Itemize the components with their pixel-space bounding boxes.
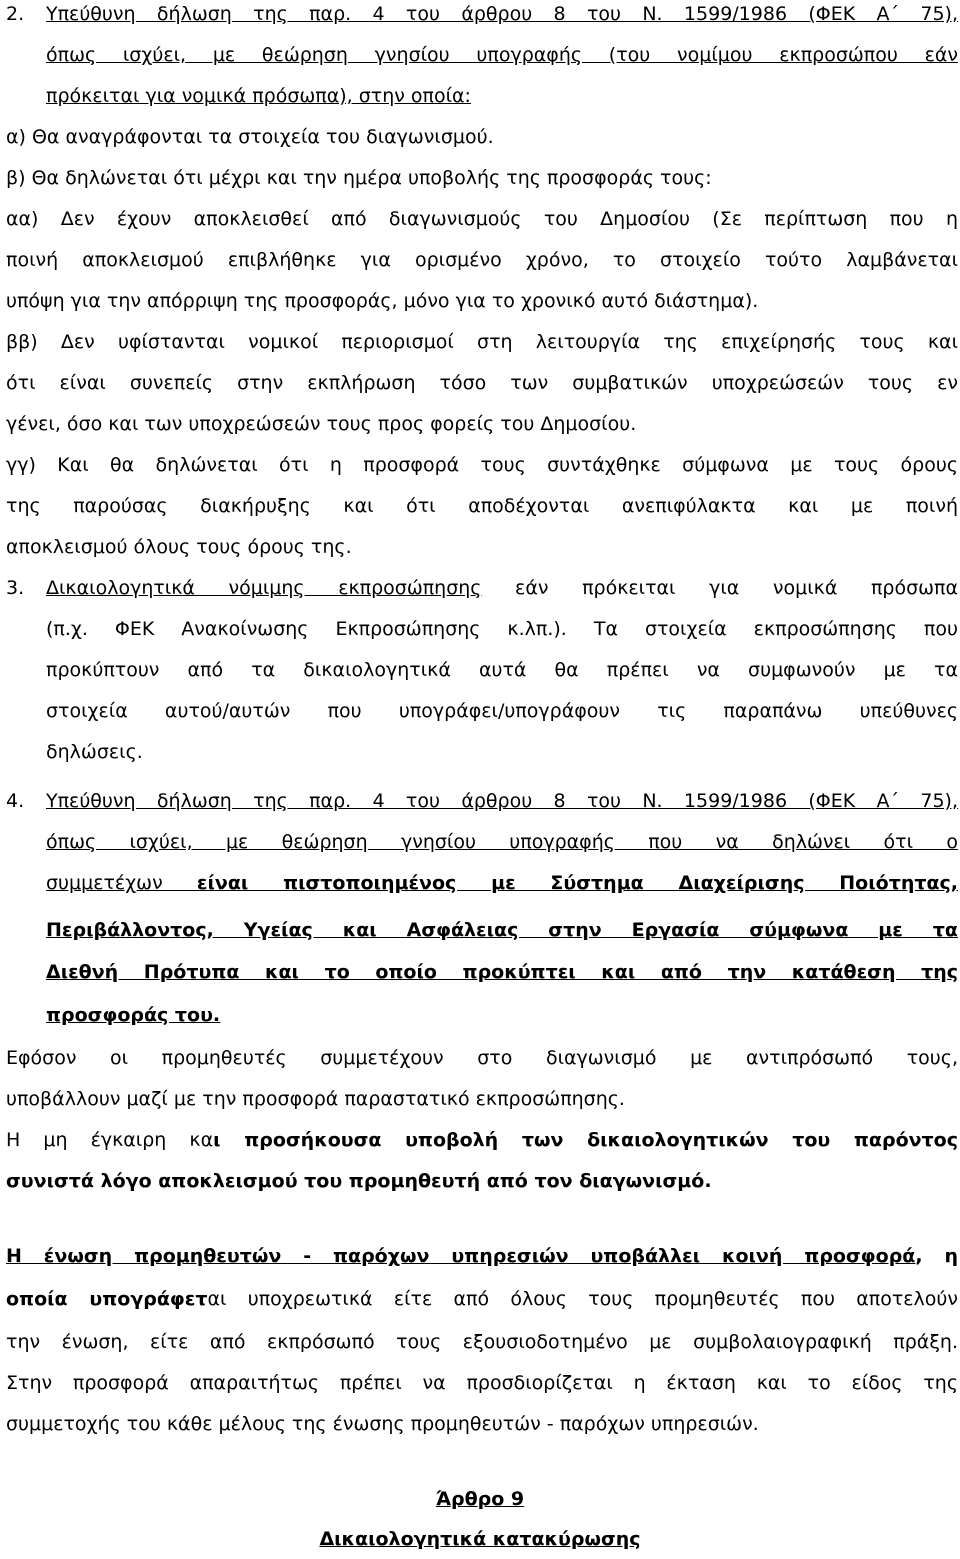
subpara-line: γγ) Και θα δηλώνεται ότι η προσφορά τους συντάχθηκε σύμφωνα με τους όρους (6, 454, 958, 476)
item-3-line: προκύπτουν από τα δικαιολογητικά αυτά θα πρέπει να συμφωνούν με τα (46, 659, 958, 681)
para-union-rest: αι υποχρεωτικά είτε από όλους τους προμηθευτές που αποτελούν (207, 1288, 958, 1310)
subpara-line: β) Θα δηλώνεται ότι μέχρι και την ημέρα υποβολής της προσφοράς τους: (6, 167, 712, 189)
article-heading: Άρθρο 9 (435, 1488, 525, 1510)
item-4-line: όπως ισχύει, με θεώρηση γνησίου υπογραφής που να δηλώνει ότι ο (46, 831, 958, 853)
item-3-line: στοιχεία αυτού/αυτών που υπογράφει/υπογράφουν τις παραπάνω υπεύθυνες (46, 700, 958, 722)
item-4-line: Υπεύθυνη δήλωση της παρ. 4 του άρθρου 8 του Ν. 1599/1986 (ΦΕΚ Α΄ 75), (46, 790, 958, 812)
subpara-line: α) Θα αναγράφονται τα στοιχεία του διαγωνισμού. (6, 126, 494, 148)
subpara-line: αα) Δεν έχουν αποκλεισθεί από διαγωνισμούς του Δημοσίου (Σε περίπτωση που η (6, 208, 958, 230)
item-2-number: 2. (6, 3, 25, 25)
subpara-line: αποκλεισμού όλους τους όρους της. (6, 536, 352, 558)
para-union-line: Στην προσφορά απαραιτήτως πρέπει να προσδιορίζεται η έκταση και το είδος της (6, 1372, 958, 1394)
para-exclusion-line: συνιστά λόγο αποκλεισμού του προμηθευτή από τον διαγωνισμό. (6, 1170, 712, 1192)
para-union-line: την ένωση, είτε από εκπρόσωπό τους εξουσιοδοτημένο με συμβολαιογραφική πράξη. (6, 1331, 958, 1353)
item-2-line: πρόκειται για νομικά πρόσωπα), στην οποία: (46, 85, 471, 107)
para-exclusion-bold: ι προσήκουσα υποβολή των δικαιολογητικών του παρόντος (213, 1129, 958, 1151)
item-3-title-line (46, 568, 958, 608)
para-union-line (6, 1236, 958, 1276)
article-title: Δικαιολογητικά κατακύρωσης (319, 1528, 641, 1550)
item-4-line: Περιβάλλοντος, Υγείας και Ασφάλειας στην Εργασία σύμφωνα με τα (46, 919, 958, 941)
item-4-line: Διεθνή Πρότυπα και το οποίο προκύπτει και από την κατάθεση της (46, 961, 958, 983)
para-exclusion-start: Η μη έγκαιρη κα (6, 1129, 214, 1151)
para-union-tail: , η (915, 1245, 958, 1267)
item-4-line: προσφοράς του. (46, 1004, 221, 1026)
item-4-certified: είναι πιστοποιημένος με Σύστημα Διαχείρισης Ποιότητας, (196, 872, 958, 894)
item-2-line: Υπεύθυνη δήλωση της παρ. 4 του άρθρου 8 του Ν. 1599/1986 (ΦΕΚ Α΄ 75), (46, 3, 958, 25)
item-3-line: (π.χ. ΦΕΚ Ανακοίνωσης Εκπροσώπησης κ.λπ.). Τα στοιχεία εκπροσώπησης που (46, 618, 958, 640)
subpara-line: ποινή αποκλεισμού επιβλήθηκε για ορισμένο χρόνο, το στοιχείο τούτο λαμβάνεται (6, 249, 958, 271)
item-4-line (46, 863, 958, 903)
item-3-title: Δικαιολογητικά νόμιμης εκπροσώπησης (46, 577, 482, 599)
para-representative-line: Εφόσον οι προμηθευτές συμμετέχουν στο διαγωνισμό με αντιπρόσωπό τους, (6, 1047, 958, 1069)
item-3-line: δηλώσεις. (46, 741, 143, 763)
item-2-line: όπως ισχύει, με θεώρηση γνησίου υπογραφής (του νομίμου εκπροσώπου εάν (46, 44, 958, 66)
para-union-signed: οποία υπογράφετ (6, 1288, 208, 1310)
para-union-bold: Η ένωση προμηθευτών - παρόχων υπηρεσιών υποβάλλει κοινή προσφορά (6, 1245, 916, 1267)
subpara-line: ότι είναι συνεπείς στην εκπλήρωση τόσο των συμβατικών υποχρεώσεών τους εν (6, 372, 958, 394)
subpara-line: γένει, όσο και των υποχρεώσεών τους προς φορείς του Δημοσίου. (6, 413, 637, 435)
item-3-number: 3. (6, 577, 25, 599)
para-union-line (6, 1279, 958, 1319)
subpara-line: της παρούσας διακήρυξης και ότι αποδέχονται ανεπιφύλακτα και με ποινή (6, 495, 958, 517)
subpara-line: υπόψη για την απόρριψη της προσφοράς, μόνο για το χρονικό αυτό διάστημα). (6, 290, 759, 312)
para-exclusion-line (6, 1120, 958, 1160)
para-representative-line: υποβάλλουν μαζί με την προσφορά παραστατικό εκπροσώπησης. (6, 1088, 625, 1110)
para-union-line: συμμετοχής του κάθε μέλους της ένωσης προμηθευτών - παρόχων υπηρεσιών. (6, 1413, 759, 1435)
subpara-line: ββ) Δεν υφίστανται νομικοί περιορισμοί στη λειτουργία της επιχείρησής τους και (6, 331, 958, 353)
item-4-number: 4. (6, 790, 25, 812)
item-4-participant: συμμετέχων (46, 872, 197, 894)
item-3-title-rest: εάν πρόκειται για νομικά πρόσωπα (481, 577, 958, 599)
